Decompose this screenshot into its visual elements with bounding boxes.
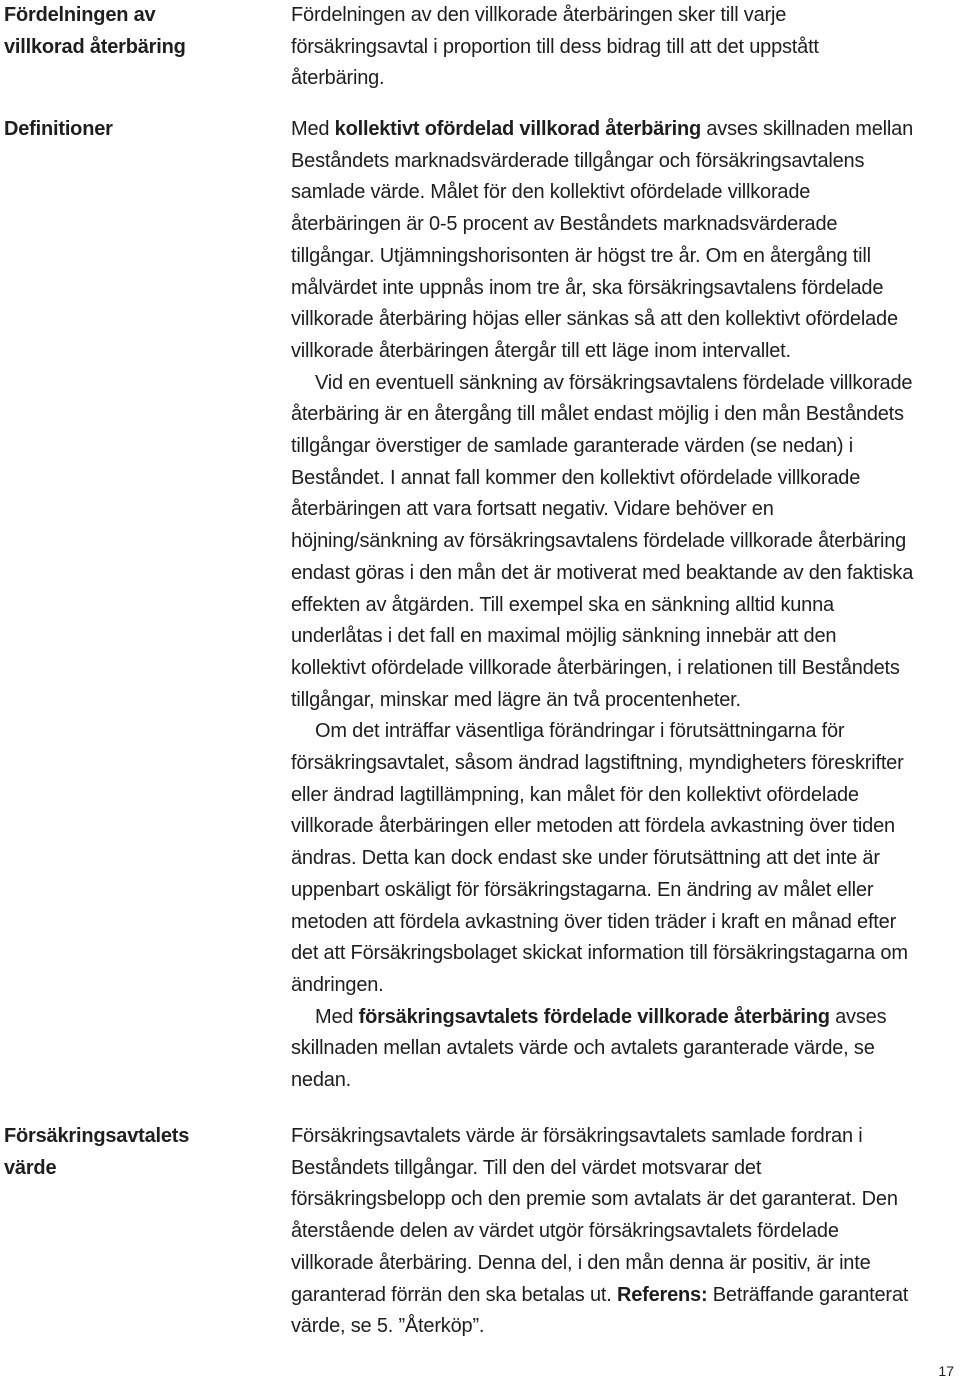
reference-label: Referens: (616, 1283, 708, 1306)
page-number: 17 (938, 1363, 954, 1379)
reference-text: Beträffande garanterat värde, se 5. ”Återköp”. (291, 1283, 909, 1338)
heading-fordelning: Fördelningen av villkorad återbäring (4, 4, 186, 58)
section-definitioner (291, 114, 916, 1097)
term-kollektivt-ofordelad: kollektivt ofördelad villkorad återbäring (334, 118, 702, 140)
heading-varde: Försäkringsavtalets värde (4, 1125, 190, 1179)
paragraph-varde (291, 1121, 916, 1343)
paragraph-fordelning: Fördelningen av den villkorade återbäringen sker till varje försäkringsavtal i proportion till dess bidrag till att det uppstått återbäring. (291, 4, 819, 90)
paragraph-body: avses skillnaden mellan avtalets värde och avtalets garanterade värde, se nedan. (291, 1005, 887, 1092)
paragraph-definitioner-1 (291, 114, 916, 368)
paragraph-intro: Med (315, 1005, 359, 1028)
section-varde (291, 1121, 916, 1343)
paragraph-definitioner-3: Om det inträffar väsentliga förändringar i förutsättningarna för försäkringsavtalet, såsom ändrad lagstiftning, myndigheters föreskrifter eller ändrad lagtillämpning, kan målet för den kollektivt ofördelade villkorade återbäringen eller metoden att fördela avkastning över tiden ändras. Detta kan dock endast ske under förutsättning att det inte är uppenbart oskäligt för försäkringstagarna. En ändring av målet eller metoden att fördela avkastning över tiden träder i kraft en månad efter det att Försäkringsbolaget skickat information till försäkringstagarna om ändringen. (291, 720, 908, 996)
paragraph-definitioner-2: Vid en eventuell sänkning av försäkringsavtalens fördelade villkorade återbäring är en återgång till målet endast möjlig i den mån Beståndets tillgångar överstiger de samlade garanterade värden (se nedan) i Beståndet. I annat fall kommer den kollektivt ofördelade villkorade återbäringen att vara fortsatt negativ. Vidare behöver en höjning/sänkning av försäkringsavtalens fördelade villkorade återbäring endast göras i den mån det är motiverat med beaktande av den faktiska effekten av åtgärden. Till exempel ska en sänkning alltid kunna underlåtas i det fall en maximal möjlig sänkning innebär att den kollektivt ofördelade villkorade återbäringen, i relationen till Beståndets tillgångar, minskar med lägre än två procentenheter. (291, 371, 914, 711)
section-fordelning (291, 0, 916, 95)
paragraph-body: avses skillnaden mellan Beståndets marknadsvärderade tillgångar och försäkringsavtalens samlade värde. Målet för den kollektivt ofördelade villkorade återbäringen är 0-5 procent av Beståndets marknadsvärderade tillgångar. Utjämningshorisonten är högst tre år. Om en återgång till målvärdet inte uppnås inom tre år, ska försäkringsavtalens fördelade villkorade återbäring höjas eller sänkas så att den kollektivt ofördelade villkorade återbäringen återgår till ett läge inom intervallet. (291, 118, 913, 362)
heading-definitioner: Definitioner (4, 118, 113, 140)
term-fordelad-villkorad: försäkringsavtalets fördelade villkorade återbäring (358, 1005, 830, 1028)
paragraph-intro: Med (291, 118, 335, 140)
paragraph-definitioner-4 (291, 1002, 916, 1097)
paragraph-body: Försäkringsavtalets värde är försäkringsavtalets samlade fordran i Beståndets tillgångar. Till den del värdet motsvarar det försäkringsbelopp och den premie som avtalats är det garanterat. Den återstående delen av värdet utgör försäkringsavtalets fördelade villkorade återbäring. Denna del, i den mån denna är positiv, är inte garanterad förrän den ska betalas ut. (291, 1125, 898, 1306)
